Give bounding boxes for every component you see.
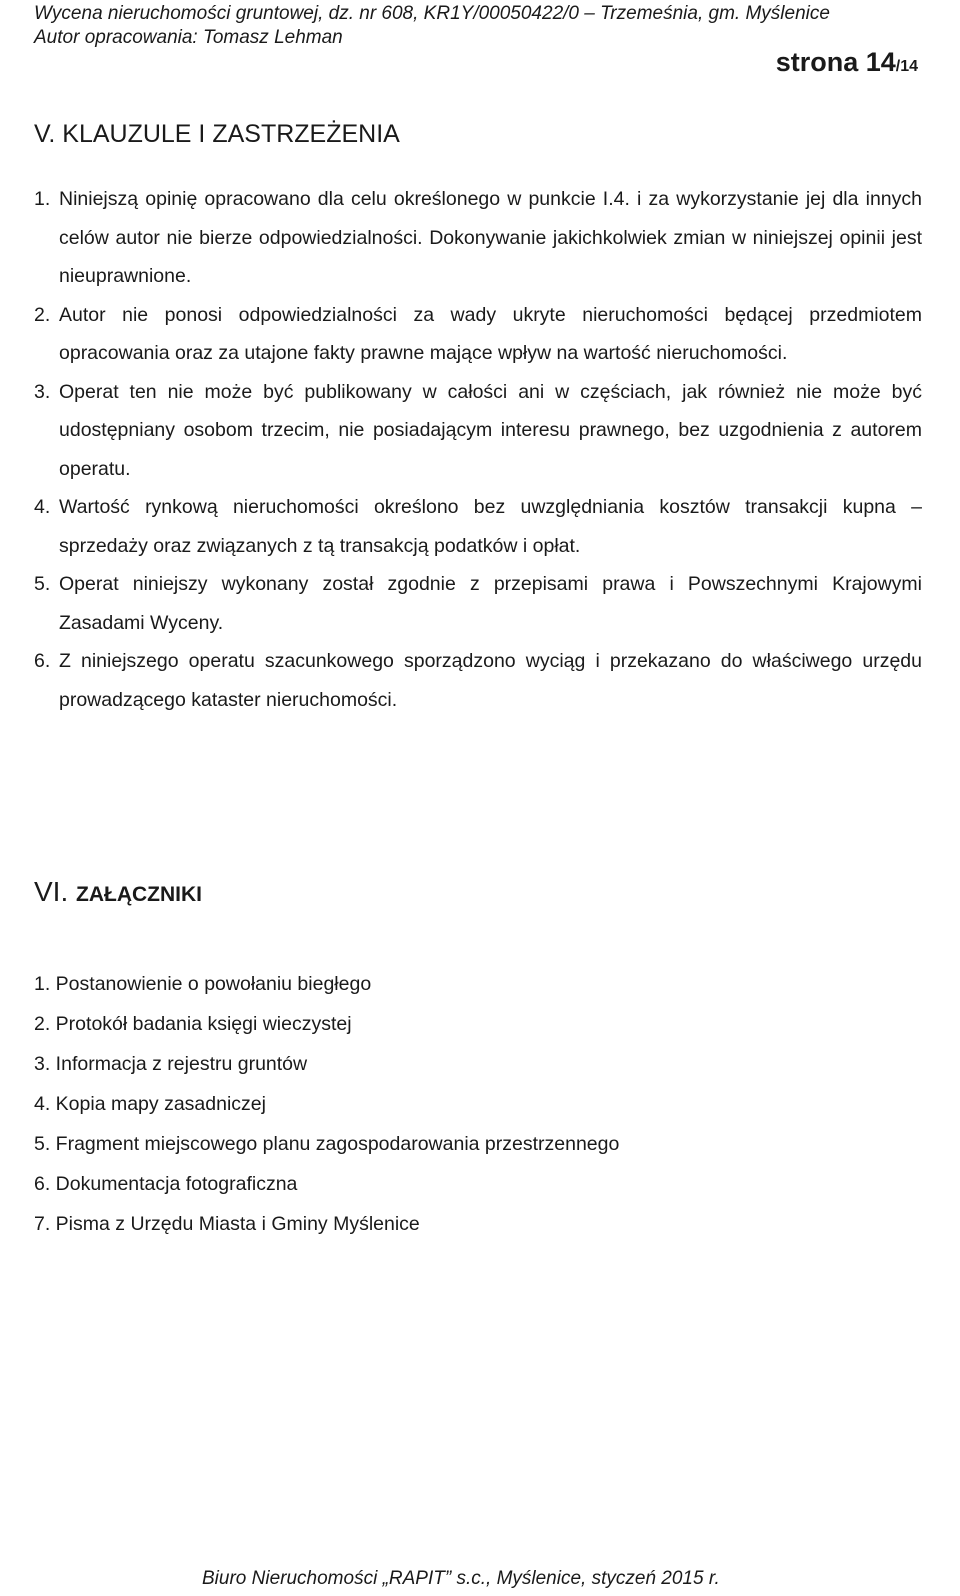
clause-text: Operat ten nie może być publikowany w całości ani w częściach, jak również nie może być udostępniany osobom trzecim, nie posiadającym interesu prawnego, bez uzgodnienia z autorem operatu. <box>59 380 922 480</box>
clause-number: 5. <box>34 573 51 595</box>
page-header <box>34 2 940 50</box>
header-author: Autor opracowania: Tomasz Lehman <box>34 27 343 48</box>
clause-item <box>34 180 922 296</box>
clause-text: Autor nie ponosi odpowiedzialności za wady ukryte nieruchomości będącej przedmiotem opracowania oraz za utajone fakty prawne mające wpływ na wartość nieruchomości. <box>59 303 922 364</box>
attachment-item: 1. Postanowienie o powołaniu biegłego <box>34 973 372 995</box>
clause-text: Z niniejszego operatu szacunkowego sporządzono wyciąg i przekazano do właściwego urzędu prowadzącego kataster nieruchomości. <box>59 650 922 711</box>
page-number-total: /14 <box>895 58 918 75</box>
clause-number: 1. <box>34 188 51 210</box>
clause-number: 4. <box>34 496 51 518</box>
clause-number: 6. <box>34 650 51 672</box>
header-document-title: Wycena nieruchomości gruntowej, dz. nr 608, KR1Y/00050422/0 – Trzemeśnia, gm. Myślenice <box>34 3 830 24</box>
attachments-list <box>34 964 619 1244</box>
attachment-item: 3. Informacja z rejestru gruntów <box>34 1053 308 1075</box>
attachment-item: 2. Protokół badania księgi wieczystej <box>34 1013 352 1035</box>
clause-item <box>34 642 922 719</box>
clause-item <box>34 373 922 489</box>
clause-number: 2. <box>34 303 51 326</box>
section-title-clauses: V. KLAUZULE I ZASTRZEŻENIA <box>34 120 400 148</box>
section-title-attachments <box>34 876 202 908</box>
clause-number: 3. <box>34 380 51 403</box>
section-title-text: ZAŁĄCZNIKI <box>76 883 202 906</box>
section-numeral: VI. <box>34 876 69 907</box>
attachment-item: 6. Dokumentacja fotograficzna <box>34 1173 298 1195</box>
page-number-label: strona 14 <box>775 47 896 77</box>
attachment-item: 5. Fragment miejscowego planu zagospodarowania przestrzennego <box>34 1133 620 1155</box>
attachment-item: 7. Pisma z Urzędu Miasta i Gminy Myślenice <box>34 1213 420 1235</box>
page-number <box>776 47 918 78</box>
clause-item <box>34 296 922 373</box>
clause-text: Operat niniejszy wykonany został zgodnie z przepisami prawa i Powszechnymi Krajowymi Zasadami Wyceny. <box>59 573 922 634</box>
clause-text: Niniejszą opinię opracowano dla celu określonego w punkcie I.4. i za wykorzystanie jej dla innych celów autor nie bierze odpowiedzialności. Dokonywanie jakichkolwiek zmian w niniejszej opinii jest nieuprawnione. <box>59 188 922 287</box>
attachment-item: 4. Kopia mapy zasadniczej <box>34 1093 266 1115</box>
clause-text: Wartość rynkową nieruchomości określono bez uwzględniania kosztów transakcji kupna – sprzedaży oraz związanych z tą transakcją podatków i opłat. <box>59 496 922 557</box>
page-footer: Biuro Nieruchomości „RAPIT” s.c., Myślenice, styczeń 2015 r. <box>202 1568 720 1589</box>
clauses-list <box>34 180 922 719</box>
clause-item <box>34 488 922 565</box>
clause-item <box>34 565 922 642</box>
